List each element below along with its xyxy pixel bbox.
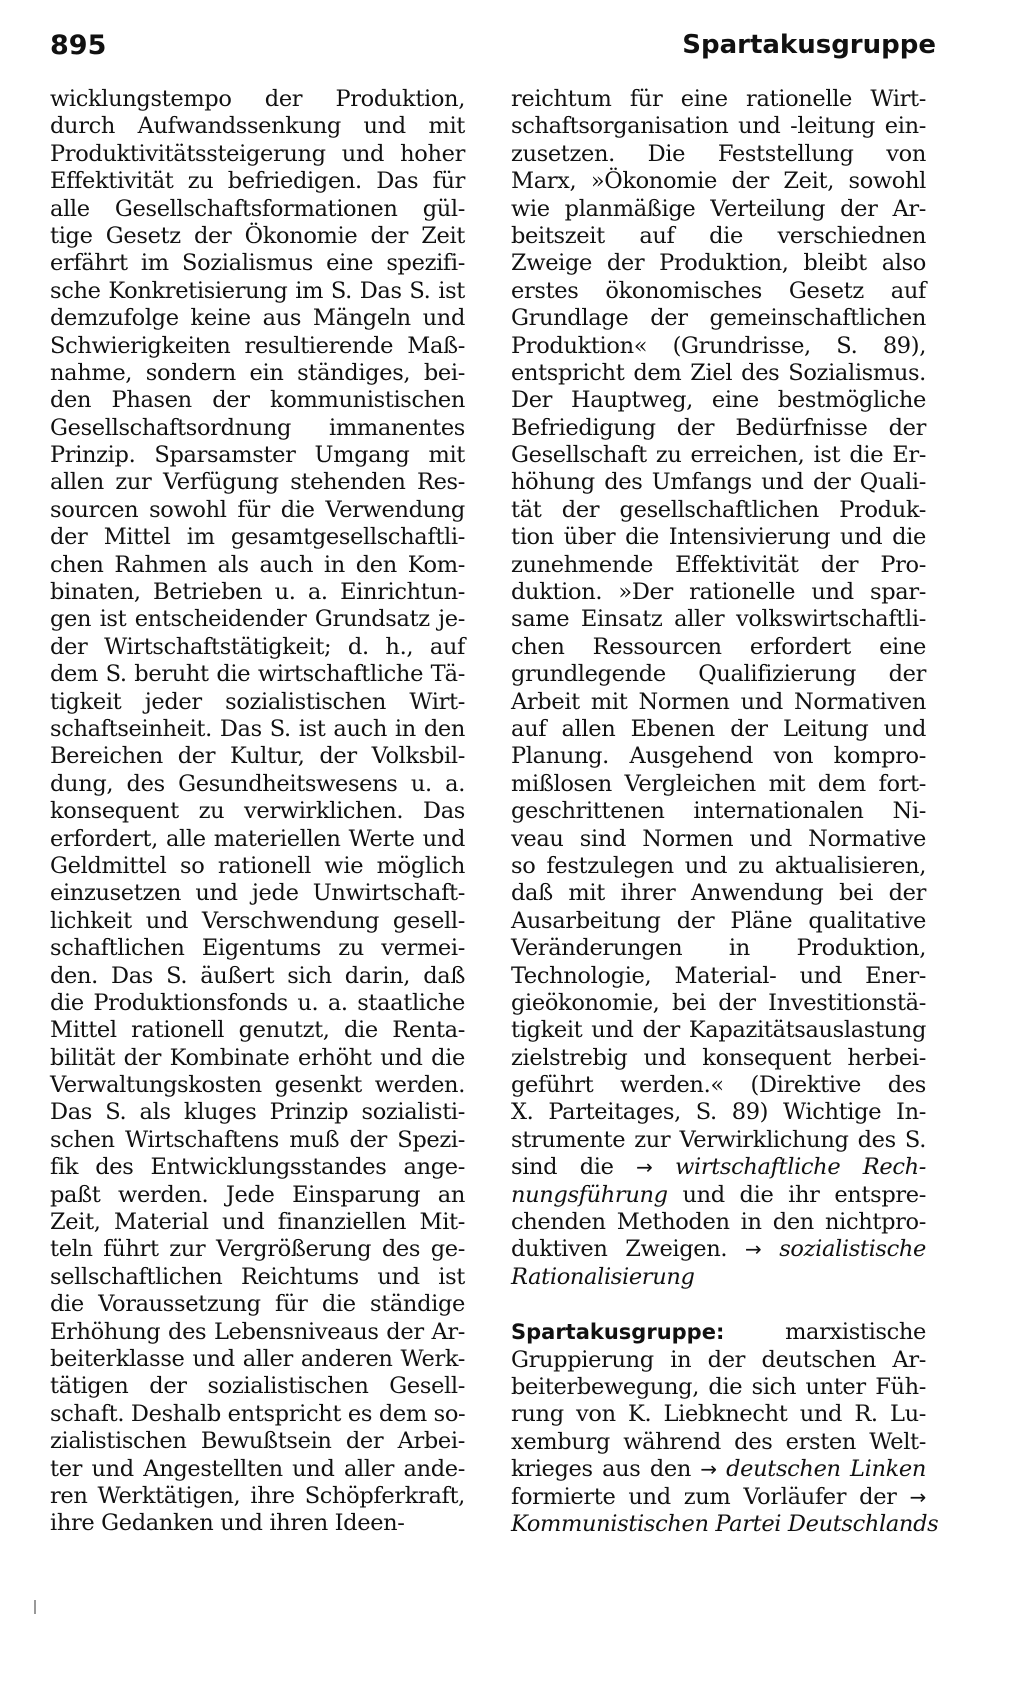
text-line: paßt werden. Jede Einsparung an	[50, 1181, 465, 1208]
text-line: beiterbewegung, die sich unter Füh-	[511, 1373, 926, 1400]
text-line: höhung des Umfangs und der Quali-	[511, 469, 926, 496]
text-line: dem S. beruht die wirtschaftliche Tä-	[50, 661, 465, 688]
text-line: krieges aus den → deutschen Linken	[511, 1456, 926, 1483]
right-text-column	[511, 86, 939, 1538]
text-line: Produktivitätssteigerung und hoher	[50, 140, 465, 167]
text-line: Verwaltungskosten gesenkt werden.	[50, 1072, 465, 1099]
text-line	[511, 1264, 926, 1291]
text-line: erstes ökonomisches Gesetz auf	[511, 277, 926, 304]
text-line: X. Parteitages, S. 89) Wichtige In-	[511, 1099, 926, 1126]
text-line: ter und Angestellten und aller ande-	[50, 1455, 465, 1482]
text-line: bilität der Kombinate erhöht und die	[50, 1044, 465, 1071]
text-line: chen Ressourcen erfordert eine	[511, 633, 926, 660]
arrow-icon: →	[636, 1155, 653, 1180]
text-line: gieökonomie, bei der Investitionstä-	[511, 989, 926, 1016]
text-line: zusetzen. Die Feststellung von	[511, 140, 926, 167]
text-line: chen Rahmen als auch in den Kom-	[50, 551, 465, 578]
text-line: geführt werden.« (Direktive des	[511, 1072, 926, 1099]
text-line: grundlegende Qualifizierung der	[511, 661, 926, 688]
scan-mark	[34, 1600, 36, 1614]
text-line: Mittel rationell genutzt, die Renta-	[50, 1017, 465, 1044]
text-line: Zeit, Material und finanziellen Mit-	[50, 1209, 465, 1236]
text-line: erfährt im Sozialismus eine spezifi-	[50, 250, 465, 277]
text-line: tigkeit jeder sozialistischen Wirt-	[50, 688, 465, 715]
text-line: konsequent zu verwirklichen. Das	[50, 798, 465, 825]
text-line: sind die → wirtschaftliche Rech-	[511, 1154, 926, 1181]
text-line: ren Werktätigen, ihre Schöpferkraft,	[50, 1482, 465, 1509]
text-line: tige Gesetz der Ökonomie der Zeit	[50, 222, 465, 249]
text-line: schaftsorganisation und -leitung ein-	[511, 113, 926, 140]
text-line: Der Hauptweg, eine bestmögliche	[511, 387, 926, 414]
text-line: teln führt zur Vergrößerung des ge-	[50, 1236, 465, 1263]
entry-headword: Spartakusgruppe:	[511, 1320, 725, 1345]
text-line: Arbeit mit Normen und Normativen	[511, 688, 926, 715]
text-line: xemburg während des ersten Welt-	[511, 1428, 926, 1455]
text-line: schen Wirtschaftens muß der Spezi-	[50, 1126, 465, 1153]
text-line: lichkeit und Verschwendung gesell-	[50, 907, 465, 934]
cross-reference-link[interactable]: wirtschaftliche Rech-	[675, 1154, 926, 1181]
text-line: so festzulegen und zu aktualisieren,	[511, 852, 926, 879]
text-line: allen zur Verfügung stehenden Res-	[50, 469, 465, 496]
text-line: Prinzip. Sparsamster Umgang mit	[50, 442, 465, 469]
cross-reference-link-cont[interactable]: Rationalisierung	[511, 1263, 695, 1290]
text-line: Gruppierung in der deutschen Ar-	[511, 1346, 926, 1373]
running-head: Spartakusgruppe	[682, 30, 936, 60]
text-line: sche Konkretisierung im S. Das S. ist	[50, 277, 465, 304]
text-line: schaftseinheit. Das S. ist auch in den	[50, 715, 465, 742]
text-line: gen ist entscheidender Grundsatz je-	[50, 606, 465, 633]
text-line: duktion. »Der rationelle und spar-	[511, 579, 926, 606]
text-line: entspricht dem Ziel des Sozialismus.	[511, 359, 926, 386]
page-header	[50, 30, 936, 70]
text-line: Technologie, Material- und Ener-	[511, 962, 926, 989]
text-line: mißlosen Vergleichen mit dem fort-	[511, 770, 926, 797]
text-line: wicklungstempo der Produktion,	[50, 86, 465, 112]
text-line: wie planmäßige Verteilung der Ar-	[511, 195, 926, 222]
text-line: die Produktionsfonds u. a. staatliche	[50, 989, 465, 1016]
text-line: sellschaftlichen Reichtums und ist	[50, 1263, 465, 1290]
text-line: demzufolge keine aus Mängeln und	[50, 305, 465, 332]
text-line	[511, 1510, 939, 1538]
arrow-icon: →	[909, 1484, 926, 1509]
text-line: Gesellschaftsordnung immanentes	[50, 414, 465, 441]
text-line: tät der gesellschaftlichen Produk-	[511, 496, 926, 523]
text-line: Gesellschaft zu erreichen, ist die Er-	[511, 442, 926, 469]
text-line: Ausarbeitung der Pläne qualitative	[511, 907, 926, 934]
text-line: reichtum für eine rationelle Wirt-	[511, 86, 926, 112]
right-column-paragraph	[511, 86, 926, 1154]
text-line: dung, des Gesundheitswesens u. a.	[50, 770, 465, 797]
text-line: zunehmende Effektivität der Pro-	[511, 551, 926, 578]
entry-first-line: Spartakusgruppe: marxistische	[511, 1319, 926, 1346]
text-line: zialistischen Bewußtsein der Arbei-	[50, 1428, 465, 1455]
text-line: tion über die Intensivierung und die	[511, 524, 926, 551]
cross-reference-link[interactable]: deutschen Linken	[726, 1456, 926, 1483]
text-line: tätigen der sozialistischen Gesell-	[50, 1373, 465, 1400]
text-line: formierte und zum Vorläufer der →	[511, 1483, 926, 1510]
text-line: Bereichen der Kultur, der Volksbil-	[50, 743, 465, 770]
text-line: beiterklasse und aller anderen Werk-	[50, 1345, 465, 1372]
text-line: chenden Methoden in den nichtpro-	[511, 1209, 926, 1236]
page-number: 895	[50, 30, 107, 61]
text-line: der Wirtschaftstätigkeit; d. h., auf	[50, 633, 465, 660]
text-line: Grundlage der gemeinschaftlichen	[511, 305, 926, 332]
text-line: den. Das S. äußert sich darin, daß	[50, 962, 465, 989]
text-line: strumente zur Verwirklichung des S.	[511, 1126, 926, 1153]
text-line: der Mittel im gesamtgesellschaftli-	[50, 524, 465, 551]
arrow-icon: →	[700, 1457, 717, 1482]
text-line: die Voraussetzung für die ständige	[50, 1291, 465, 1318]
text-line: Marx, »Ökonomie der Zeit, sowohl	[511, 168, 926, 195]
text-line: geschrittenen internationalen Ni-	[511, 798, 926, 825]
text-line: Erhöhung des Lebensniveaus der Ar-	[50, 1318, 465, 1345]
text-line: schaft. Deshalb entspricht es dem so-	[50, 1400, 466, 1427]
text-line: einzusetzen und jede Unwirtschaft-	[50, 880, 465, 907]
text-line: Geldmittel so rationell wie möglich	[50, 852, 465, 879]
text-line: rung von K. Liebknecht und R. Lu-	[511, 1401, 926, 1428]
text-line: same Einsatz aller volkswirtschaftli-	[511, 606, 926, 633]
text-line: binaten, Betrieben u. a. Einrichtun-	[50, 579, 465, 606]
text-line: durch Aufwandssenkung und mit	[50, 113, 465, 140]
text-line: alle Gesellschaftsformationen gül-	[50, 195, 465, 222]
text-line: ihre Gedanken und ihren Ideen-	[50, 1510, 405, 1537]
text-line: Das S. als kluges Prinzip sozialisti-	[50, 1099, 465, 1126]
text-line: duktiven Zweigen. → sozialistische	[511, 1236, 926, 1263]
text-line: erfordert, alle materiellen Werte und	[50, 825, 465, 852]
arrow-icon: →	[745, 1237, 762, 1262]
text-line: sourcen sowohl für die Verwendung	[50, 496, 465, 523]
text-line: Veränderungen in Produktion,	[511, 935, 926, 962]
text-line: den Phasen der kommunistischen	[50, 387, 465, 414]
text-line: fik des Entwicklungsstandes ange-	[50, 1154, 465, 1181]
text-line: nungsführung und die ihr entspre-	[511, 1181, 926, 1208]
text-line: nahme, sondern ein ständiges, bei-	[50, 359, 465, 386]
cross-reference-link[interactable]: Kommunistischen Partei Deutschlands	[511, 1510, 939, 1537]
cross-reference-link-cont[interactable]: nungsführung	[511, 1181, 668, 1208]
text-line: beitszeit auf die verschiednen	[511, 222, 926, 249]
text-line: Planung. Ausgehend von kompro-	[511, 743, 926, 770]
text-line: auf allen Ebenen der Leitung und	[511, 715, 926, 742]
text-line: Schwierigkeiten resultierende Maß-	[50, 332, 465, 359]
text-line: daß mit ihrer Anwendung bei der	[511, 880, 926, 907]
text-line: zielstrebig und konsequent herbei-	[511, 1044, 926, 1071]
text-line: Befriedigung der Bedürfnisse der	[511, 414, 926, 441]
text-line: Zweige der Produktion, bleibt also	[511, 250, 926, 277]
text-line: tigkeit und der Kapazitätsauslastung	[511, 1017, 926, 1044]
entry-gap	[511, 1291, 926, 1319]
text-line: schaftlichen Eigentums zu vermei-	[50, 935, 465, 962]
text-line: veau sind Normen und Normative	[511, 825, 926, 852]
text-line: Produktion« (Grundrisse, S. 89),	[511, 332, 926, 359]
text-line: Effektivität zu befriedigen. Das für	[50, 168, 465, 195]
left-text-column	[50, 86, 465, 1538]
cross-reference-link[interactable]: sozialistische	[779, 1236, 926, 1263]
